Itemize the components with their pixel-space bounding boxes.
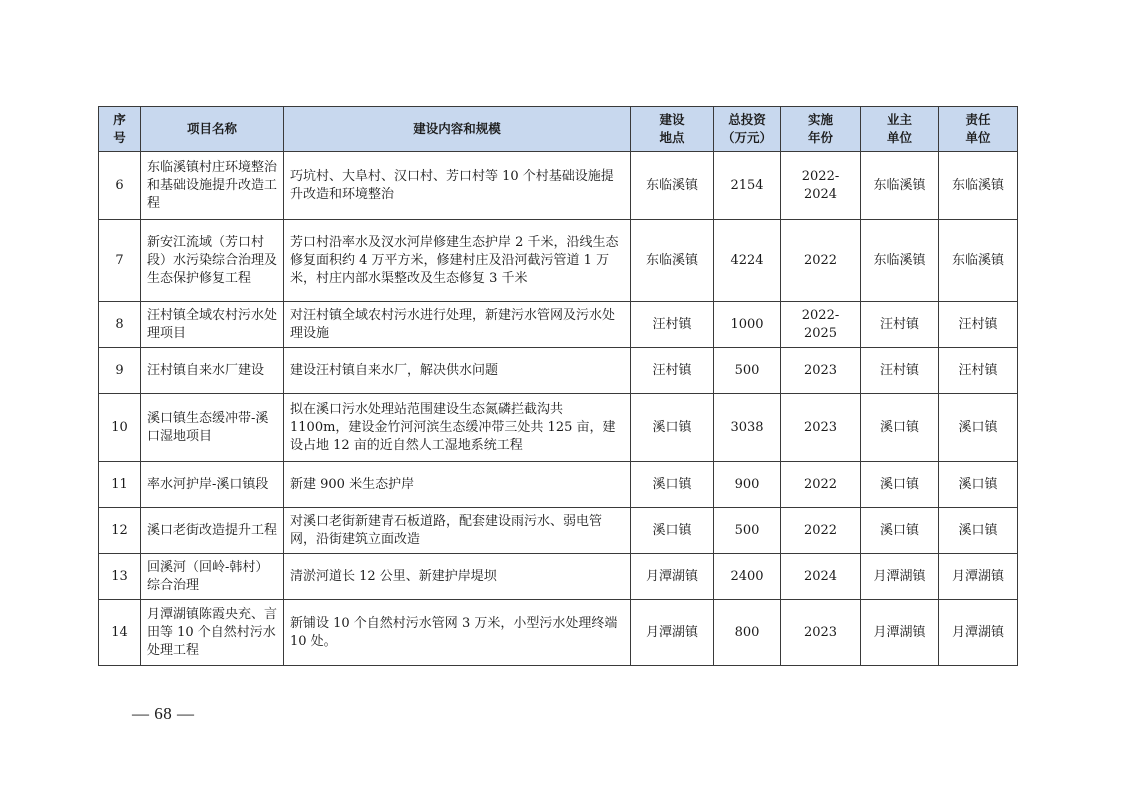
cell-responsible: 东临溪镇 (939, 152, 1018, 220)
cell-investment: 4224 (714, 220, 781, 302)
table-row (99, 348, 1018, 394)
header-responsible: 责任 单位 (939, 107, 1018, 152)
cell-investment: 2400 (714, 554, 781, 600)
cell-name: 率水河护岸-溪口镇段 (141, 462, 284, 508)
cell-name: 汪村镇全域农村污水处理项目 (141, 302, 284, 348)
page-number: — 68 — (132, 704, 195, 723)
header-location: 建设 地点 (631, 107, 714, 152)
cell-seq: 9 (99, 348, 141, 394)
cell-owner: 东临溪镇 (861, 152, 939, 220)
cell-owner: 汪村镇 (861, 348, 939, 394)
cell-owner: 月潭湖镇 (861, 554, 939, 600)
cell-owner: 溪口镇 (861, 394, 939, 462)
header-investment: 总投资 （万元） (714, 107, 781, 152)
cell-location: 汪村镇 (631, 348, 714, 394)
cell-investment: 800 (714, 600, 781, 666)
cell-seq: 6 (99, 152, 141, 220)
cell-responsible: 汪村镇 (939, 348, 1018, 394)
cell-investment: 500 (714, 348, 781, 394)
cell-location: 溪口镇 (631, 462, 714, 508)
table-row (99, 302, 1018, 348)
cell-year: 2022 (781, 462, 861, 508)
cell-location: 月潭湖镇 (631, 600, 714, 666)
cell-owner: 月潭湖镇 (861, 600, 939, 666)
cell-seq: 13 (99, 554, 141, 600)
table-row (99, 554, 1018, 600)
cell-responsible: 溪口镇 (939, 462, 1018, 508)
cell-seq: 11 (99, 462, 141, 508)
cell-investment: 2154 (714, 152, 781, 220)
cell-content: 建设汪村镇自来水厂，解决供水问题 (284, 348, 631, 394)
header-seq: 序 号 (99, 107, 141, 152)
cell-seq: 10 (99, 394, 141, 462)
cell-name: 汪村镇自来水厂建设 (141, 348, 284, 394)
table-row (99, 394, 1018, 462)
cell-year: 2022-2025 (781, 302, 861, 348)
table-row (99, 152, 1018, 220)
cell-responsible: 溪口镇 (939, 394, 1018, 462)
cell-seq: 12 (99, 508, 141, 554)
cell-seq: 7 (99, 220, 141, 302)
cell-content: 清淤河道长 12 公里、新建护岸堤坝 (284, 554, 631, 600)
header-year: 实施 年份 (781, 107, 861, 152)
table-row (99, 220, 1018, 302)
cell-location: 溪口镇 (631, 508, 714, 554)
cell-investment: 3038 (714, 394, 781, 462)
cell-owner: 东临溪镇 (861, 220, 939, 302)
cell-name: 溪口镇生态缓冲带-溪口湿地项目 (141, 394, 284, 462)
cell-location: 汪村镇 (631, 302, 714, 348)
cell-investment: 1000 (714, 302, 781, 348)
cell-investment: 900 (714, 462, 781, 508)
cell-content: 巧坑村、大阜村、汉口村、芳口村等 10 个村基础设施提升改造和环境整治 (284, 152, 631, 220)
cell-responsible: 月潭湖镇 (939, 554, 1018, 600)
cell-responsible: 溪口镇 (939, 508, 1018, 554)
table-row (99, 600, 1018, 666)
cell-year: 2023 (781, 600, 861, 666)
cell-seq: 14 (99, 600, 141, 666)
cell-owner: 溪口镇 (861, 462, 939, 508)
table-row (99, 508, 1018, 554)
cell-year: 2022 (781, 220, 861, 302)
cell-year: 2023 (781, 394, 861, 462)
cell-year: 2022 (781, 508, 861, 554)
cell-year: 2024 (781, 554, 861, 600)
cell-year: 2023 (781, 348, 861, 394)
header-content: 建设内容和规模 (284, 107, 631, 152)
cell-location: 月潭湖镇 (631, 554, 714, 600)
header-name: 项目名称 (141, 107, 284, 152)
cell-name: 回溪河（回岭-韩村）综合治理 (141, 554, 284, 600)
cell-name: 溪口老街改造提升工程 (141, 508, 284, 554)
cell-location: 东临溪镇 (631, 152, 714, 220)
cell-responsible: 东临溪镇 (939, 220, 1018, 302)
table-row (99, 462, 1018, 508)
cell-name: 月潭湖镇陈霞央充、言田等 10 个自然村污水处理工程 (141, 600, 284, 666)
cell-location: 溪口镇 (631, 394, 714, 462)
cell-name: 新安江流域（芳口村段）水污染综合治理及生态保护修复工程 (141, 220, 284, 302)
cell-investment: 500 (714, 508, 781, 554)
cell-location: 东临溪镇 (631, 220, 714, 302)
cell-name: 东临溪镇村庄环境整治和基础设施提升改造工程 (141, 152, 284, 220)
project-table (98, 106, 1018, 666)
cell-owner: 溪口镇 (861, 508, 939, 554)
header-owner: 业主 单位 (861, 107, 939, 152)
cell-content: 新建 900 米生态护岸 (284, 462, 631, 508)
cell-content: 对溪口老街新建青石板道路，配套建设雨污水、弱电管网，沿街建筑立面改造 (284, 508, 631, 554)
cell-responsible: 月潭湖镇 (939, 600, 1018, 666)
table-header-row (99, 107, 1018, 152)
cell-content: 新铺设 10 个自然村污水管网 3 万米，小型污水处理终端 10 处。 (284, 600, 631, 666)
cell-content: 拟在溪口污水处理站范围建设生态氮磷拦截沟共 1100m，建设金竹河河滨生态缓冲带三处共 125 亩，建设占地 12 亩的近自然人工湿地系统工程 (284, 394, 631, 462)
cell-responsible: 汪村镇 (939, 302, 1018, 348)
cell-content: 芳口村沿率水及汊水河岸修建生态护岸 2 千米，沿线生态修复面积约 4 万平方米，修建村庄及沿河截污管道 1 万米，村庄内部水渠整改及生态修复 3 千米 (284, 220, 631, 302)
cell-year: 2022-2024 (781, 152, 861, 220)
cell-seq: 8 (99, 302, 141, 348)
cell-owner: 汪村镇 (861, 302, 939, 348)
cell-content: 对汪村镇全域农村污水进行处理，新建污水管网及污水处理设施 (284, 302, 631, 348)
